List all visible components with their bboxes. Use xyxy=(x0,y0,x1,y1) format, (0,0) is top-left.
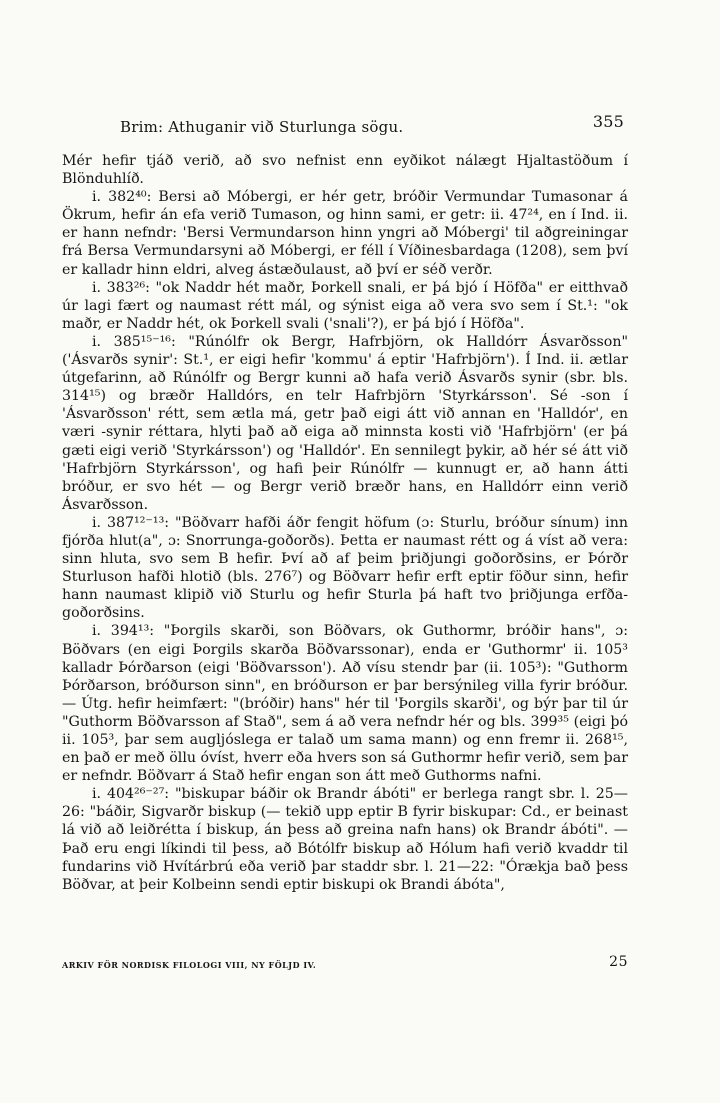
page-footer xyxy=(62,954,628,970)
body-text xyxy=(62,152,628,894)
paragraph-note-387: i. 387¹²⁻¹³: "Böðvarr hafði áðr fengit höfum (ɔ: Sturlu, bróður sínum) inn fjórða hlut(a", ɔ: Snorrunga-goðorðs). Þetta er naumast rétt og á víst að vera: sinn hluta, svo sem B hefir. Því að af þeim þriðjungi goðorðsins, er Þórðr Sturluson hafði hlotið (bls. 276⁷) og Böðvarr hefir erft eptir föður sinn, hefir hann naumast klipið við Sturlu og hefir Sturla þá haft tvo þriðjunga erfða-goðorðsins. xyxy=(62,514,628,622)
publication-line: ARKIV FÖR NORDISK FILOLOGI VIII, NY FÖLJD IV. xyxy=(62,960,317,970)
paragraph-note-404: i. 404²⁶⁻²⁷: "biskupar báðir ok Brandr ábóti" er berlega rangt sbr. l. 25—26: "báðir, Sigvarðr biskup (— tekið upp eptir B fyrir biskupar: Cd., er beinast lá við að leiðrétta í biskup, án þess að greina nafn hans) ok Brandr ábóti". — Það eru engi líkindi til þess, að Bótólfr biskup að Hólum hafi verið kvaddr til fundarins við Hvítárbrú eða verið þar staddr sbr. l. 21—22: "Órækja bað þess Böðvar, at þeir Kolbeinn sendi eptir biskupi ok Brandi ábóta", xyxy=(62,786,628,893)
paragraph-note-385: i. 385¹⁵⁻¹⁶: "Rúnólfr ok Bergr, Hafrbjörn, ok Halldórr Ásvarðsson" ('Ásvarðs synir': St.¹, er eigi hefir 'kommu' á eptir 'Hafrbjörn'). Í Ind. ii. ætlar útgefarinn, að Rúnólfr og Bergr kunni að hafa verið Ásvarðs synir (sbr. bls. 314¹⁵) og bræðr Halldórs, en telr Hafrbjörn 'Styrkársson'. Sé -son í 'Ásvarðsson' rétt, sem ætla má, getr það eigi átt við annan en 'Halldór', en væri -synir réttara, hlyti það að eiga að minnsta kosti við 'Hafrbjörn' (er þá gæti eigi verið 'Styrkársson') og 'Halldór'. En sennilegt þykir, að hér sé átt við 'Hafrbjörn Styrkársson', og hafi þeir Rúnólfr — kunnugt er, að hann átti bróður, er svo hét — og Bergr verið bræðr hans, en Halldórr einn verið Ásvarðsson. xyxy=(62,333,628,513)
running-title: Brim: Athuganir við Sturlunga sögu. xyxy=(120,118,404,136)
paragraph-note-394: i. 394¹³: "Þorgils skarði, son Böðvars, ok Guthormr, bróðir hans", ɔ: Böðvars (en eigi Þorgils skarða Böðvarssonar), enda er 'Guthormr' ii. 105³ kalladr Þórðarson (eigi 'Böðvarsson'). Að vísu stendr þar (ii. 105³): "Guthorm Þórðarson, bróðurson sinn", en bróðurson er þar bersýnileg villa fyrir bróður. — Útg. hefir heimfært: "(bróðir) hans" hér til 'Þorgils skarði', og býr þar til úr "Guthorm Böðvarsson af Stað", sem á að vera nefndr hér og bls. 399³⁵ (eigi þó ii. 105³, þar sem augljóslega er talað um sama mann) og enn fremr ii. 268¹⁵, en það er með öllu óvíst, hverr eða hvers son sá Guthormr hefir verið, sem þar er nefndr. Böðvarr á Stað hefir engan son átt með Guthorms nafni. xyxy=(62,623,628,785)
paragraph-continuation: Mér hefir tjáð verið, að svo nefnist enn eyðikot nálægt Hjaltastöðum í Blönduhlíð. xyxy=(62,153,628,188)
page-number: 355 xyxy=(592,112,624,131)
paragraph-note-382: i. 382⁴⁰: Bersi að Móbergi, er hér getr, bróðir Vermundar Tumasonar á Ökrum, hefir án efa verið Tumason, og hinn sami, er getr: ii. 47²⁴, en í Ind. ii. er hann nefndr: 'Bersi Vermundarson hinn yngri að Móbergi' til aðgreiningar frá Bersa Vermundarsyni að Móbergi, er féll í Víðinesbardaga (1208), sem því er kalladr hinn eldri, alveg ástæðulaust, að því er séð verðr. xyxy=(62,189,628,278)
paragraph-note-383: i. 383²⁶: "ok Naddr hét maðr, Þorkell snali, er þá bjó í Höfða" er eitthvað úr lagi fært og naumast rétt mál, og sýnist eiga að vera svo sem í St.¹: "ok maðr, er Naddr hét, ok Þorkell svali ('snali'?), er þá bjó í Höfða". xyxy=(62,279,628,332)
signature-mark: 25 xyxy=(609,954,628,970)
